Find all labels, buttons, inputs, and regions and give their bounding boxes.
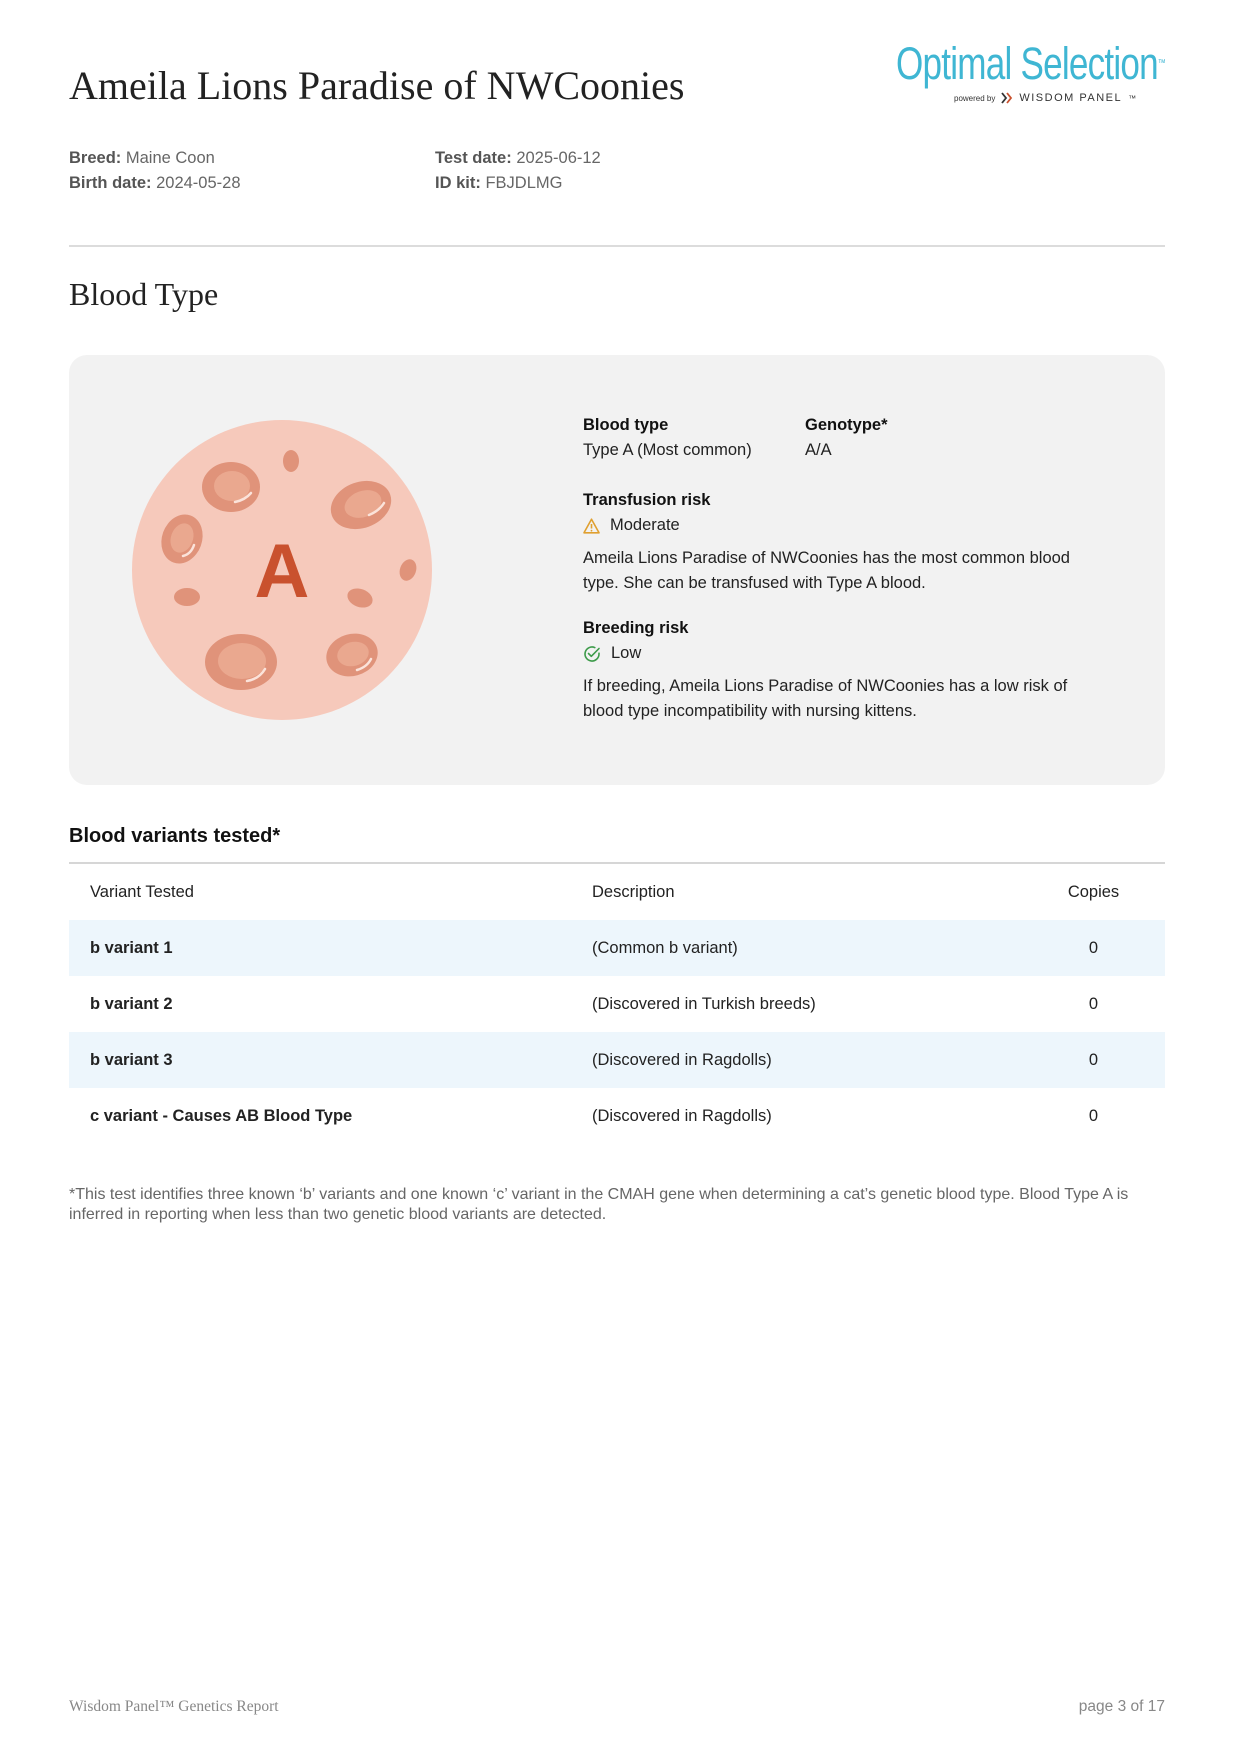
- variant-description: (Discovered in Turkish breeds): [592, 994, 816, 1013]
- col-description-header: Description: [592, 882, 675, 901]
- table-row: [69, 1032, 1165, 1088]
- meta-right: [435, 146, 601, 196]
- blood-info: [583, 413, 1123, 724]
- variant-description: (Common b variant): [571, 920, 1022, 976]
- meta-left: [69, 146, 241, 196]
- table-row: [69, 920, 1165, 976]
- check-circle-icon: [583, 645, 601, 663]
- header-divider: [69, 245, 1165, 247]
- breeding-risk-value: Low: [611, 644, 642, 662]
- blood-cell-illustration: [131, 419, 433, 721]
- genotype-value: A/A: [805, 441, 832, 459]
- transfusion-risk-value: Moderate: [610, 516, 680, 534]
- birth-date-field: Birth date: 2024-05-28: [69, 174, 241, 192]
- variant-copies: 0: [1022, 1032, 1165, 1088]
- blood-type-value: Type A (Most common): [583, 441, 752, 459]
- transfusion-description: Ameila Lions Paradise of NWCoonies has the most common blood type. She can be transfused with Type A blood.: [583, 549, 1070, 592]
- col-variant-header: Variant Tested: [90, 882, 194, 901]
- variants-title: Blood variants tested*: [69, 825, 281, 847]
- breeding-description: If breeding, Ameila Lions Paradise of NWCoonies has a low risk of blood type incompatibility with nursing kittens.: [583, 677, 1068, 720]
- blood-type-letter: A: [254, 529, 310, 614]
- logo-wordmark: Optimal Selection™: [896, 38, 1165, 89]
- variant-copies: 0: [1088, 994, 1099, 1013]
- variant-copies: 0: [1022, 920, 1165, 976]
- test-date-field: Test date: 2025-06-12: [435, 149, 601, 167]
- logo-powered-by: powered by WISDOM PANEL ™: [954, 92, 1137, 104]
- breeding-risk-label: Breeding risk: [583, 619, 689, 637]
- wisdom-panel-mark-icon: [1001, 92, 1013, 104]
- page-title: Ameila Lions Paradise of NWCoonies: [69, 63, 685, 108]
- footer-report-name: Wisdom Panel™ Genetics Report: [69, 1698, 279, 1715]
- variant-name: b variant 1: [69, 920, 571, 976]
- table-row: [69, 976, 1165, 1032]
- optimal-selection-logo: [896, 38, 1165, 108]
- variant-name: c variant - Causes AB Blood Type: [90, 1106, 353, 1125]
- breeding-risk-status: [583, 641, 1123, 666]
- variant-copies: 0: [1088, 1106, 1099, 1125]
- section-title: Blood Type: [69, 276, 219, 312]
- col-copies-header: Copies: [1067, 882, 1120, 901]
- transfusion-risk-status: [583, 513, 1123, 538]
- blood-type-card: [69, 355, 1165, 785]
- kit-id-field: ID kit: FBJDLMG: [435, 174, 563, 192]
- breed-field: Breed: Maine Coon: [69, 149, 215, 167]
- transfusion-risk-label: Transfusion risk: [583, 491, 711, 509]
- genotype-label: Genotype*: [805, 416, 888, 434]
- variants-header-row: [69, 863, 1165, 920]
- warning-triangle-icon: [583, 518, 600, 534]
- variant-description: (Discovered in Ragdolls): [592, 1106, 772, 1125]
- page-number: page 3 of 17: [1078, 1698, 1165, 1715]
- blood-type-label: Blood type: [583, 416, 669, 434]
- variant-description: (Discovered in Ragdolls): [571, 1032, 1022, 1088]
- footnote: *This test identifies three known ‘b’ variants and one known ‘c’ variant in the CMAH gene when determining a cat’s genetic blood type. Blood Type A is inferred in reporting when less than two genetic blood variants are detected.: [69, 1186, 1129, 1223]
- variant-name: b variant 3: [69, 1032, 571, 1088]
- table-row: [69, 1088, 1165, 1144]
- variants-table: [69, 862, 1165, 1144]
- variant-name: b variant 2: [90, 994, 173, 1013]
